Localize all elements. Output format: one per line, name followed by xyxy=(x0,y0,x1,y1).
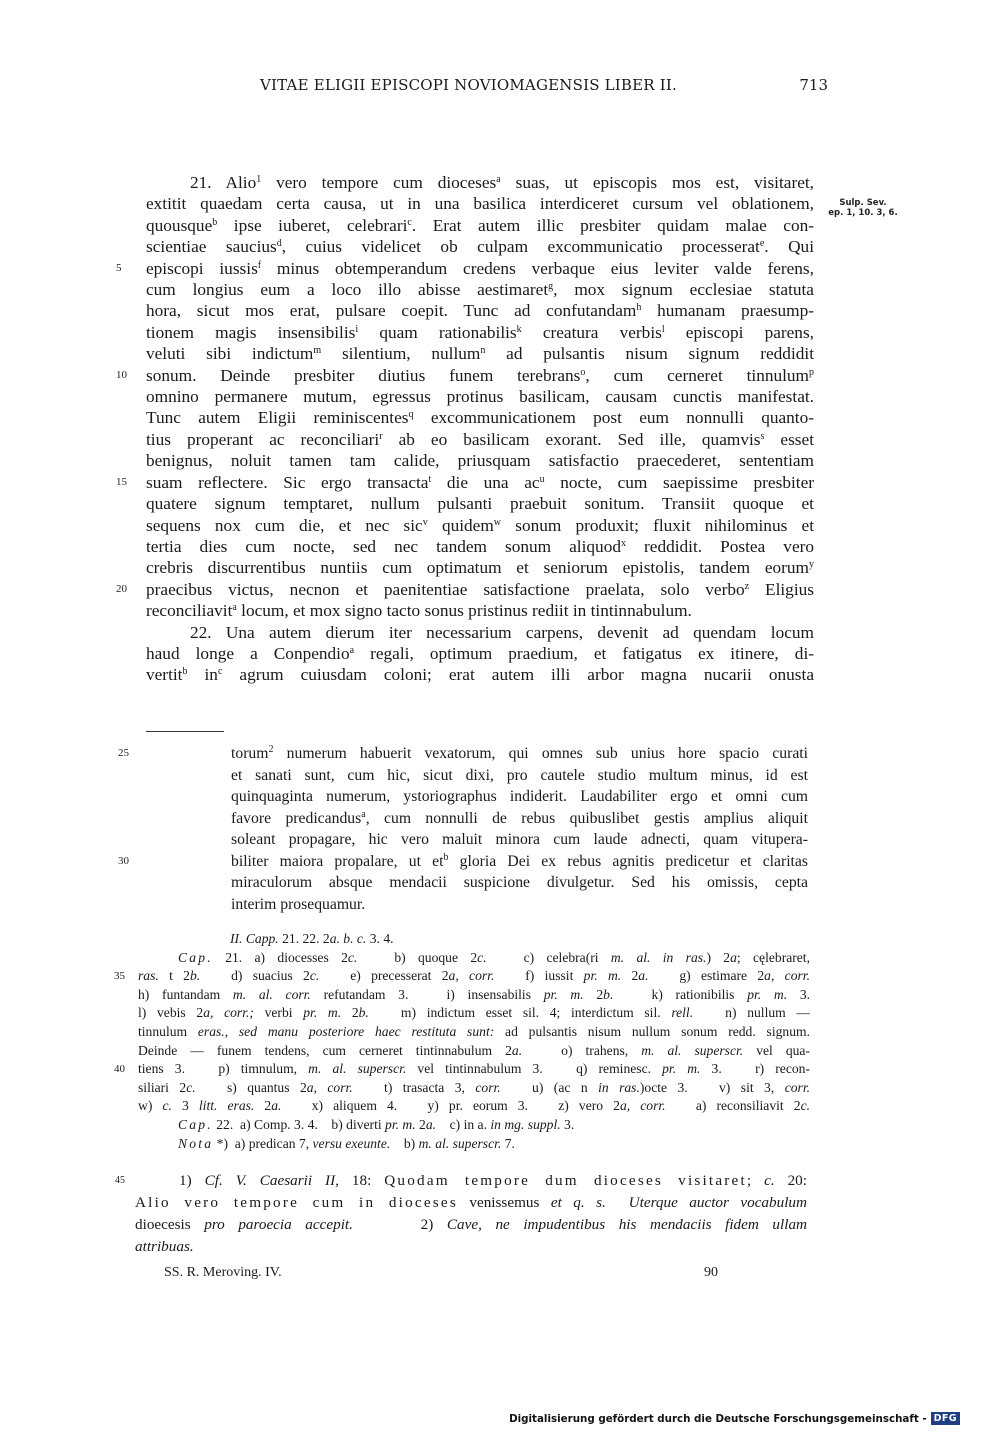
text-line xyxy=(146,172,814,193)
text-line xyxy=(130,1079,810,1098)
text-line xyxy=(116,472,814,493)
text-line xyxy=(146,536,814,557)
text-line xyxy=(146,622,814,643)
text-line xyxy=(146,664,814,685)
line-text: episcopi iussis$^f$ minus obtemperandum credens verbaque eius leviter valde ferens, xyxy=(146,258,814,278)
line-text: soleant propagare, hic vero maluit minora cum laude adnecti, quam vitupera- xyxy=(231,831,808,848)
line-text: siliari 2c. s) quantus 2a, corr. t) trasacta 3, corr. u) (ac n in ras.)octe 3. v) sit 3, corr. xyxy=(138,1079,811,1095)
line-text: benignus, noluit tamen tam calide, priusquam satisfactio praecederet, sententiam xyxy=(146,451,814,471)
main-text-block xyxy=(116,172,815,686)
text-line xyxy=(130,1004,810,1023)
line-text: l) vebis 2a, corr.; verbi pr. m. 2b. m) indictum esset sil. 4; interdictum sil. rell. n) nullum — xyxy=(138,1005,811,1021)
line-text: tertia dies cum nocte, sed nec tandem sonum aliquod$^x$ reddidit. Postea vero xyxy=(146,536,815,556)
line-text: h) funtandam m. al. corr. refutandam 3. i) insensabilis pr. m. 2b. k) rationibilis pr. m. 3. xyxy=(138,986,811,1002)
text-line xyxy=(130,949,810,968)
line-text: dioecesis pro paroecia accepit. 2) Cave, ne impudentibus his mendaciis fidem ullam xyxy=(135,1216,808,1233)
line-text: Deinde — funem tendens, cum cerneret tintinnabulum 2a. o) trahens, m. al. superscr. vel qua- xyxy=(138,1042,810,1058)
text-line xyxy=(146,322,814,343)
line-text: cum longius eum a loco illo abisse aestimaret$^g$, mox signum ecclesiae statuta xyxy=(146,280,814,300)
line-text: interim prosequamur. xyxy=(231,895,366,913)
line-text: Cap. 22. a) Comp. 3. 4. b) diverti pr. m. 2a. c) in a. in mg. suppl. 3. xyxy=(178,1116,575,1132)
line-text: II. Capp. 21. 22. 2a. b. c. 3. 4. xyxy=(230,931,394,946)
line-text: sonum. Deinde presbiter diutius funem terebrans$^o$, cum cerneret tinnulum$^p$ xyxy=(146,365,815,385)
line-text: vertit$^b$ $in^c$ agrum cuiusdam coloni; erat autem illi arbor magna nucarii onusta xyxy=(146,665,814,685)
line-number: 20 xyxy=(116,582,127,595)
line-text: ras. t 2b. d) suacius 2c. e) precesserat 2a, corr. f) iussit pr. m. 2a. g) estimare 2a, corr. xyxy=(138,968,810,984)
text-line xyxy=(146,386,814,407)
text-line xyxy=(115,1170,807,1192)
line-text: Tunc autem Eligii reminiscentes$^q$ excommunicationem post eum nonnulli quanto- xyxy=(146,408,815,428)
line-text: tius properant ac reconciliari$^r$ ab eo basilicam exorant. Sed ille, quamvis$^s$ esset xyxy=(146,429,814,449)
text-line xyxy=(130,1097,810,1116)
line-text: 21. Alio$^1$ vero tempore cum dioceses$^a$ suas, ut episcopis mos est, visitaret, xyxy=(190,173,815,192)
text-line xyxy=(118,851,808,873)
digitization-credit xyxy=(509,1412,960,1425)
text-line xyxy=(146,215,814,236)
line-text: quatere signum temptaret, nullum pulsanti praebuit sonitum. Transiit quoque et xyxy=(146,494,814,514)
line-text: 22. Una autem dierum iter necessarium carpens, devenit ad quendam locum xyxy=(190,622,814,642)
text-line xyxy=(146,193,814,214)
line-text: reconciliavit$^a$ locum, et mox signo tacto sonus pristinus rediit in tintinnabulum. xyxy=(146,601,692,621)
page-number: 713 xyxy=(799,76,828,94)
text-line xyxy=(130,986,810,1005)
text-line xyxy=(130,1135,810,1154)
text-line xyxy=(116,365,815,386)
line-text: sequens nox cum die, et nec sic$^v$ quidem$^w$ sonum produxit; fluxit nihilominus et xyxy=(146,515,814,535)
text-line xyxy=(146,515,814,536)
line-text: hora, sicut mos erat, pulsare coepit. Tunc ad confutandam$^h$ humanam praesump- xyxy=(146,301,814,321)
line-number: 40 xyxy=(114,1063,125,1076)
line-text: torum$^2$ numerum habuerit vexatorum, qui omnes sub unius hore spacio curati xyxy=(231,744,808,762)
text-line xyxy=(135,1214,807,1236)
text-line xyxy=(146,236,814,257)
credit-text: Digitalisierung gefördert durch die Deutsche Forschungsgemeinschaft - xyxy=(509,1412,927,1425)
line-text: praecibus victus, necnon et paenitentiae satisfactione praelata, solo verbo$^z$ Eligius xyxy=(146,579,814,599)
margin-note-line: ep. 1, 10. 3, 6. xyxy=(828,208,898,218)
line-text: quinquaginta numerum, ystoriographus indiderit. Laudabiliter ergo et omni cum xyxy=(231,788,808,805)
line-number: 15 xyxy=(116,475,127,488)
line-text: omnino permanere mutum, egressus protinus basilicam, causam cunctis manifestat. xyxy=(146,387,814,407)
line-text: tinnulum eras., sed manu posteriore haec restituta sunt: ad pulsantis nisum nullum sonum redd. signum. xyxy=(138,1023,810,1039)
footnote-separator-rule xyxy=(146,731,224,732)
line-text: tiens 3. p) timnulum, m. al. superscr. vel tintinnabulum 3. q) reminesc. pr. m. 3. r) recon- xyxy=(138,1061,810,1077)
margin-source-note xyxy=(818,198,908,218)
text-line xyxy=(146,643,814,664)
text-line xyxy=(146,429,814,450)
line-text: Cap. 21. a) diocesses 2c. b) quoque 2c. c) celebra(ri m. al. in ras.) 2a; cęlebraret, xyxy=(178,949,810,965)
dfg-logo-icon: DFG xyxy=(931,1412,960,1425)
line-number: 30 xyxy=(118,854,129,867)
line-number: 35 xyxy=(114,970,125,983)
running-head: VITAE ELIGII EPISCOPI NOVIOMAGENSIS LIBER II. xyxy=(260,76,677,94)
text-line xyxy=(146,279,814,300)
text-line xyxy=(231,808,808,830)
text-line xyxy=(118,743,808,765)
text-line xyxy=(231,829,808,851)
line-text: extitit quaedam certa causa, ut in una basilica interdiceret cursum vel oblationem, xyxy=(146,194,814,214)
line-text: Alio vero tempore cum in dioceses venissemus et q. s. Uterque auctor vocabulum xyxy=(135,1194,807,1211)
line-number: 10 xyxy=(116,368,127,381)
text-line xyxy=(135,1236,807,1258)
text-line xyxy=(116,579,814,600)
text-line xyxy=(116,258,814,279)
signature-mark: SS. R. Meroving. IV. xyxy=(164,1265,282,1280)
line-number: 5 xyxy=(116,261,122,274)
text-line xyxy=(146,343,814,364)
line-text: w) c. 3 litt. eras. 2a. x) aliquem 4. y) pr. eorum 3. z) vero 2a, corr. a) reconsiliavit 2c. xyxy=(138,1098,811,1114)
sheet-number: 90 xyxy=(704,1265,718,1280)
line-number: 45 xyxy=(115,1175,125,1186)
text-line xyxy=(130,1042,810,1061)
text-line xyxy=(130,930,810,949)
critical-apparatus xyxy=(114,930,811,1153)
line-text: favore predicandus$^a$, cum nonnulli de rebus quibuslibet gestis amplius aliquit xyxy=(231,808,808,827)
line-text: miraculorum absque mendacii suspicione divulgetur. Sed his omissis, cepta xyxy=(231,874,808,891)
line-text: scientiae saucius$^d$, cuius videlicet ob culpam excommunicatio processerat$^e$. Qui xyxy=(146,237,814,257)
text-line xyxy=(231,786,808,808)
text-line xyxy=(130,1023,810,1042)
text-line xyxy=(146,493,814,514)
line-text: et sanati sunt, cum hic, sicut dixi, pro cautele studio multum minus, id est xyxy=(231,766,808,784)
text-line xyxy=(231,872,808,894)
text-line xyxy=(114,1060,810,1079)
line-number: 25 xyxy=(118,747,129,759)
text-line xyxy=(146,600,814,621)
text-line xyxy=(146,300,814,321)
text-line xyxy=(114,967,810,986)
line-text: attribuas. xyxy=(135,1238,194,1255)
text-line xyxy=(231,894,808,916)
text-line xyxy=(231,765,808,787)
line-text: haud longe a Conpendio$^a$ regali, optimum praedium, et fatigatus ex itinere, di- xyxy=(146,643,814,663)
line-text: quousque$^b$ ipse iuberet, celebrari$^c$. Erat autem illic presbiter quidam malae con- xyxy=(146,215,814,235)
margin-note-line: Sulp. Sev. xyxy=(839,198,887,208)
line-text: 1) Cf. V. Caesarii II, 18: Quodam tempore dum dioceses visitaret; c. 20: xyxy=(179,1172,807,1189)
text-line xyxy=(146,557,814,578)
editorial-notes xyxy=(115,1170,808,1258)
line-text: tionem magis insensibilis$^i$ quam rationabilis$^k$ creatura verbis$^l$ episcopi parens, xyxy=(146,322,814,342)
line-text: suam reflectere. Sic ergo transacta$^t$ die una $ac^u$ nocte, cum saepissime presbiter xyxy=(146,472,814,492)
text-line xyxy=(146,407,814,428)
line-text: crebris discurrentibus nuntiis cum optimatum et seniorum epistolis, tandem eorum$^y$ xyxy=(146,558,814,578)
text-line xyxy=(146,450,814,471)
line-text: Nota *) a) predican 7, versu exeunte. b) m. al. superscr. 7. xyxy=(178,1135,515,1151)
line-text: veluti sibi indictum$^m$ silentium, nullum$^n$ ad pulsantis nisum signum reddidit xyxy=(146,344,814,364)
text-line xyxy=(130,1116,810,1135)
text-line xyxy=(135,1192,807,1214)
nota-text-block xyxy=(118,743,808,915)
line-text: biliter maiora propalare, ut $et^b$ gloria Dei ex rebus agnitis predicetur et claritas xyxy=(231,851,808,870)
